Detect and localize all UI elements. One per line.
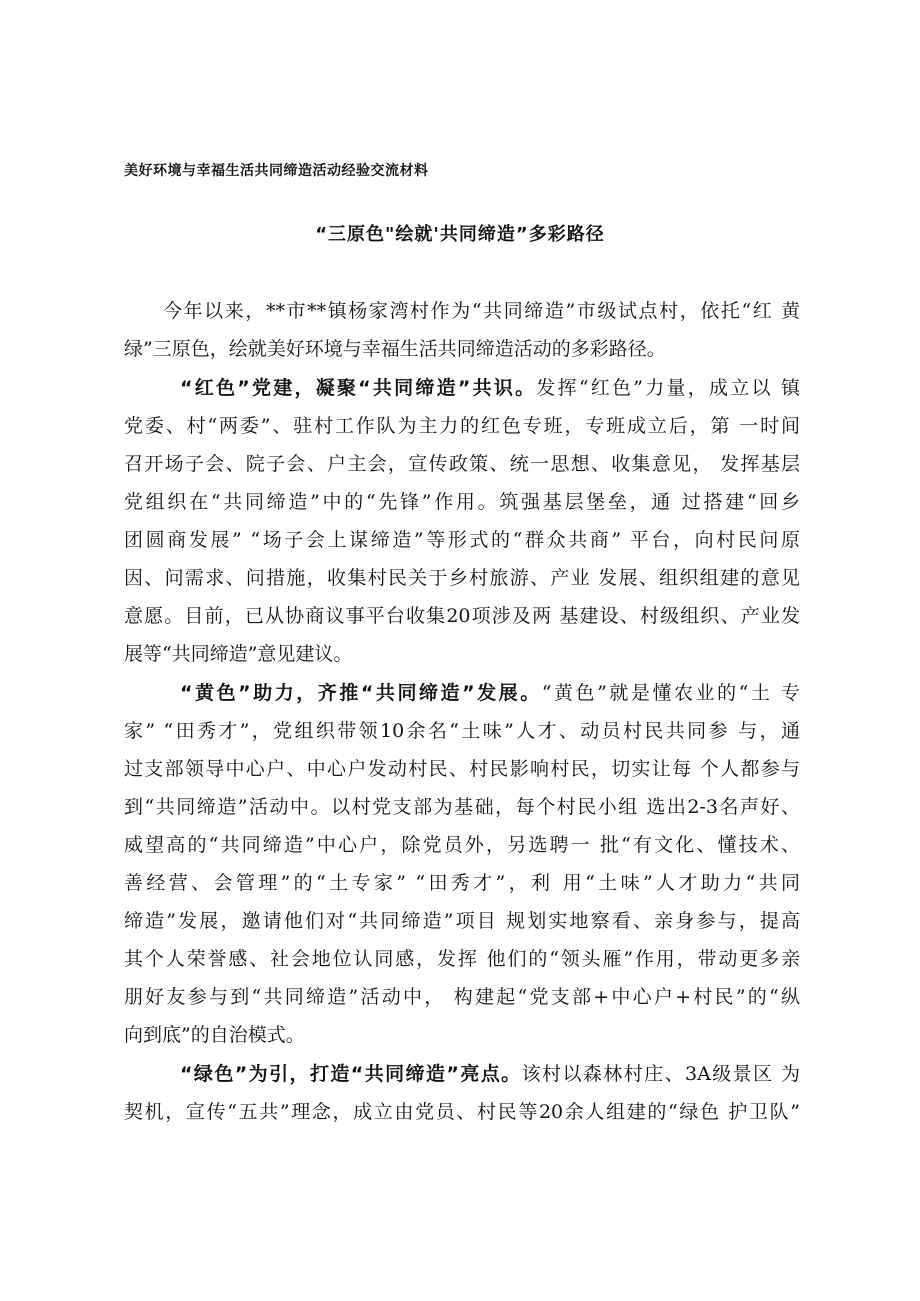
- document-label: 美好环境与幸福生活共同缔造活动经验交流材料: [124, 163, 429, 179]
- paragraph-4-line-1-text: 该村以森林村庄、3A级景区 为: [521, 1063, 800, 1085]
- paragraph-2-line-1-text: 发挥“红色”力量，成立以 镇: [536, 377, 801, 399]
- paragraph-2-line-6: 因、问需求、问措施，收集村民关于乡村旅游、产业 发展、组织组建的意见: [124, 567, 800, 589]
- paragraph-3-line-6: 善经营、会管理”的“土专家” “田秀才”，利 用“土味”人才助力“共同: [124, 872, 800, 894]
- paragraph-3-line-10: 向到底”的自治模式。: [124, 1024, 305, 1046]
- paragraph-3-line-4: 到“共同缔造”活动中。以村党支部为基础，每个村民小组 选出2-3名声好、: [124, 796, 800, 818]
- paragraph-3-line-7: 缔造”发展，邀请他们对“共同缔造”项目 规划实地察看、亲身参与，提高: [124, 910, 800, 932]
- paragraph-3-line-9: 朋好友参与到“共同缔造”活动中， 构建起“党支部+中心户+村民”的“纵: [124, 986, 800, 1008]
- paragraph-2-line-1: [180, 373, 800, 403]
- paragraph-1-line-1: 今年以来，**市**镇杨家湾村作为“共同缔造”市级试点村，依托“红 黄: [163, 300, 800, 322]
- paragraph-4-line-1: [180, 1059, 800, 1089]
- paragraph-2-line-4: 党组织在“共同缔造”中的“先锋”作用。筑强基层堡垒，通 过搭建“回乡: [124, 491, 800, 513]
- paragraph-4-heading: “绿色”为引，打造“共同缔造”亮点。: [180, 1063, 522, 1085]
- paragraph-3-line-1-text: “黄色”就是懂农业的“土 专: [541, 682, 801, 704]
- paragraph-2-line-2: 党委、村“两委”、驻村工作队为主力的红色专班，专班成立后，第 一时间: [124, 415, 800, 437]
- paragraph-2-line-5: 团圆商发展” “场子会上谋缔造”等形式的“群众共商” 平台，向村民问原: [124, 529, 800, 551]
- document-title: “三原色"绘就'共同缔造”多彩路径: [315, 224, 605, 245]
- paragraph-3-line-3: 过支部领导中心户、中心户发动村民、村民影响村民，切实让每 个人都参与: [124, 758, 800, 780]
- paragraph-3-heading: “黄色”助力，齐推“共同缔造”发展。: [180, 682, 542, 704]
- paragraph-1-line-2: 绿”三原色，绘就美好环境与幸福生活共同缔造活动的多彩路径。: [124, 338, 666, 360]
- paragraph-3-line-8: 其个人荣誉感、社会地位认同感，发挥 他们的“领头雁”作用，带动更多亲: [124, 948, 800, 970]
- paragraph-2-line-7: 意愿。目前，已从协商议事平台收集20项涉及两 基建设、村级组织、产业发: [124, 605, 800, 627]
- paragraph-3-line-2: 家” “田秀才”，党组织带领10余名“土味”人才、动员村民共同参 与，通: [124, 720, 800, 742]
- paragraph-4-line-2: 契机，宣传“五共”理念，成立由党员、村民等20余人组建的“绿色 护卫队”: [124, 1101, 800, 1123]
- paragraph-3-line-1: [180, 678, 800, 708]
- paragraph-2-line-8: 展等“共同缔造”意见建议。: [124, 643, 353, 665]
- paragraph-3-line-5: 威望高的“共同缔造”中心户，除党员外，另选聘一 批“有文化、懂技术、: [124, 834, 800, 856]
- paragraph-2-heading: “红色”党建，凝聚“共同缔造”共识。: [180, 377, 537, 399]
- paragraph-2-line-3: 召开场子会、院子会、户主会，宣传政策、统一思想、收集意见， 发挥基层: [124, 453, 800, 475]
